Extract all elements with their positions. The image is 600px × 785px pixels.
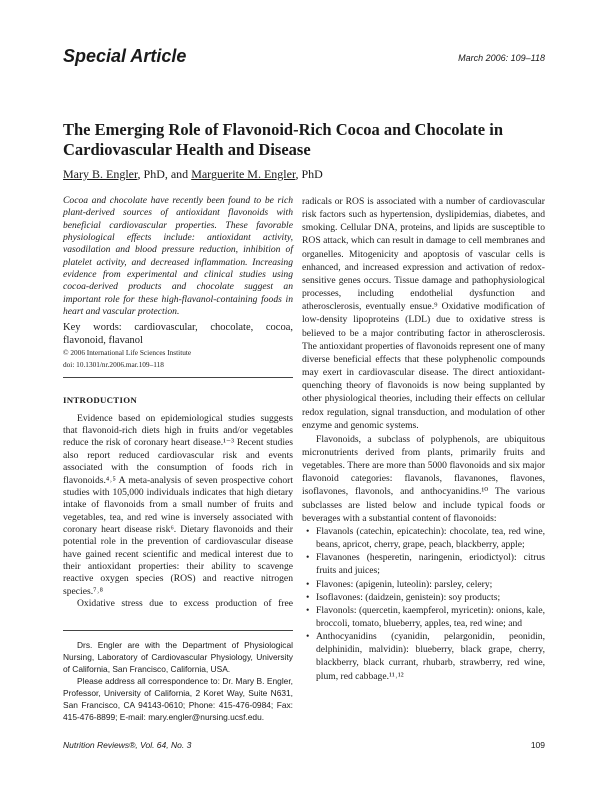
list-item: • Isoflavones: (daidzein, genistein): soy products; <box>302 591 545 604</box>
divider <box>63 630 293 631</box>
issue-info: March 2006: 109–118 <box>458 53 545 63</box>
list-item: • Flavones: (apigenin, luteolin): parsley, celery; <box>302 578 545 591</box>
author-degree: , PhD <box>295 167 323 181</box>
list-item: • Anthocyanidins (cyanidin, pelargonidin, peonidin, delphinidin, malvidin): blueberry, black grape, cherry, blackberry, black currant, rhubarb, strawberry, red wine, plum, red cabbage.¹¹˒¹² <box>302 630 545 683</box>
paragraph: Flavonoids, a subclass of polyphenols, are ubiquitous micronutrients derived from plants, primarily fruits and vegetables. There are more than 5000 flavonoids and six major flavonoid categories: flavanols, flavanones, flavones, isoflavones, flavonols, and anthocyanidins.¹⁰ The various subclasses are listed below and include typical foods or beverages with a substantial content of flavonoids: <box>302 433 545 524</box>
list-item: • Flavanones (hesperetin, naringenin, eriodictyol): citrus fruits and juices; <box>302 551 545 577</box>
author-link[interactable]: Mary B. Engler <box>63 167 138 181</box>
list-item: • Flavanols (catechin, epicatechin): chocolate, tea, red wine, beans, apricot, cherry, grape, peach, blackberry, apple; <box>302 525 545 551</box>
section-label: Special Article <box>63 46 187 66</box>
flavonoid-list <box>302 525 545 683</box>
author-link[interactable]: Marguerite M. Engler <box>191 167 296 181</box>
journal-citation: Nutrition Reviews®, Vol. 64, No. 3 <box>63 740 192 750</box>
left-column <box>63 195 293 610</box>
divider <box>63 377 293 378</box>
correspondence: Please address all correspondence to: Dr. Mary B. Engler, Professor, University of California, 2 Koret Way, Suite N631, San Francisco, CA 94143-0610; Phone: 415-476-0984; Fax: 415-476-8899; E-mail: mary.engler@nursing.ucsf.edu. <box>63 676 293 722</box>
paragraph: Oxidative stress due to excess production of free <box>77 597 293 609</box>
keywords: Key words: cardiovascular, chocolate, cocoa, flavonoid, flavanol <box>63 322 293 347</box>
paragraph: Evidence based on epidemiological studies suggests that flavonoid-rich diets high in fruits and/or vegetables reduce the risk of coronary heart disease.¹⁻³ Recent studies also report reduced cardiovascular risk and events associated with the consumption of foods rich in flavonoids.⁴˒⁵ A meta-analysis of seven prospective cohort studies with 105,000 individuals indicates that high dietary intake of flavonoids from a small number of fruits and vegetables, tea, and red wine is inversely associated with coronary heart disease risk⁶. Dietary flavonoids and their potential role in the prevention of cardiovascular disease have gained recent scientific and medical interest due to their antioxidant properties: their ability to scavenge reactive oxygen species (ROS) and reactive nitrogen species.⁷˒⁸ <box>63 412 293 597</box>
article-title: The Emerging Role of Flavonoid-Rich Cocoa and Chocolate in Cardiovascular Health and Disease <box>63 120 503 159</box>
list-item: • Flavonols: (quercetin, kaempferol, myricetin): onions, kale, broccoli, tomato, blueberry, apples, tea, red wine; and <box>302 604 545 630</box>
paragraph: radicals or ROS is associated with a number of cardiovascular risk factors such as hypertension, dyslipidemias, diabetes, and smoking. Cellular DNA, proteins, and lipids are susceptible to ROS attack, which can result in damage to cell membranes and organelles. Mitogenicity and apoptosis of vascular cells is enhanced, and increased expression and activation of redox-sensitive genes occurs. Tissue damage and pathophysiological processes, including endothelial dysfunction and atherosclerosis, eventually ensue.⁹ Oxidative modification of low-density lipoproteins (LDL) due to oxidative stress is believed to be a major contributing factor in atherosclerosis. The antioxidant properties of flavonoids represent one of many diverse beneficial effects that these polyphenolic compounds may exert in cardiovascular disease. The direct antioxidant-quenching theory of flavonoids is now being supplanted by other physiological theories, including their effects on cellular redox regulation, signal transduction, and modulation of other enzyme and genomic systems. <box>302 196 545 431</box>
right-column <box>302 195 545 683</box>
authors <box>63 167 323 182</box>
doi: doi: 10.1301/nr.2006.mar.109–118 <box>63 360 164 370</box>
author-separator: , PhD, and <box>137 167 192 181</box>
page-number: 109 <box>530 740 545 750</box>
footnote <box>63 630 293 723</box>
affiliation: Drs. Engler are with the Department of Physiological Nursing, Laboratory of Cardiovascular Physiology, University of California, San Francisco, California, USA. <box>63 640 293 674</box>
section-heading: INTRODUCTION <box>63 395 137 406</box>
copyright: © 2006 International Life Sciences Institute <box>63 348 192 358</box>
abstract: Cocoa and chocolate have recently been found to be rich plant-derived sources of antioxidant flavonoids with beneficial cardiovascular properties. These favorable physiological effects include: antioxidant activity, vasodilation and blood pressure reduction, inhibition of platelet activity, and decreased inflammation. Increasing evidence from experimental and clinical studies using cocoa-derived products and chocolate suggest an important role for these high-flavanol-containing foods in heart and vascular protection. <box>63 195 293 318</box>
